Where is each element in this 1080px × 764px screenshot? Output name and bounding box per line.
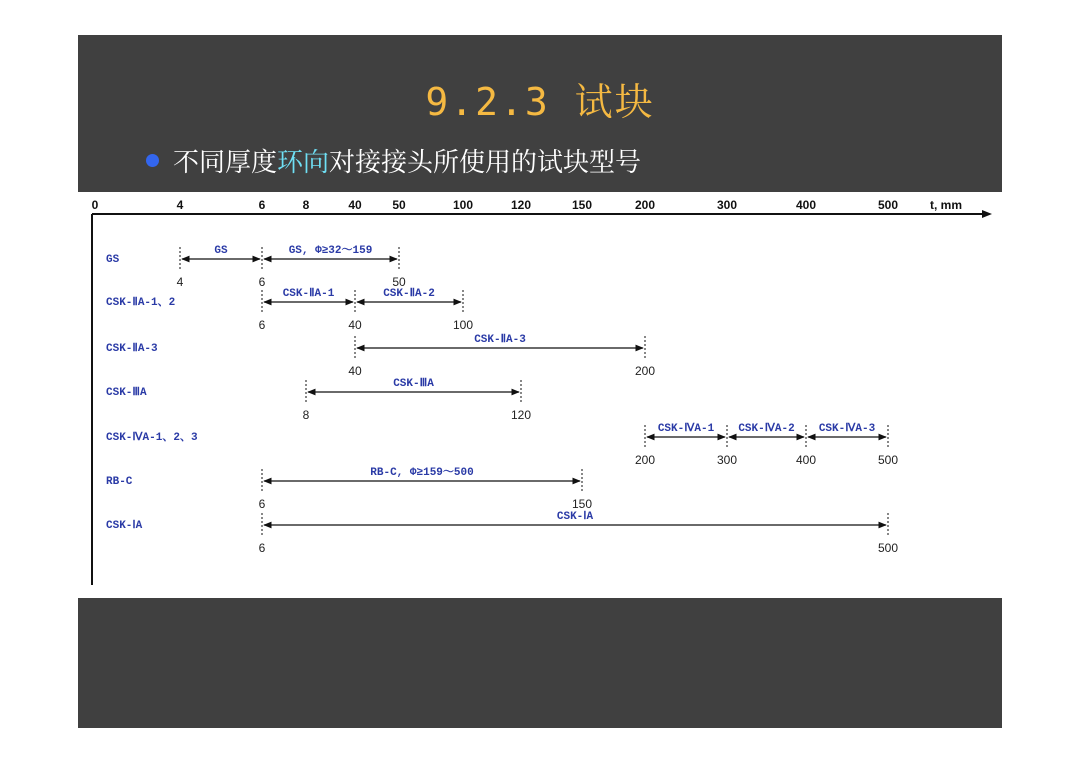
axis-tick-labels (92, 198, 899, 212)
segment-label: GS, Φ≥32～159 (288, 245, 373, 257)
row-value-label: 300 (716, 453, 738, 467)
row-value-label: 4 (176, 275, 184, 289)
axis-tick-label: 0 (91, 198, 99, 212)
title-number: 9.2.3 (425, 80, 550, 124)
diagram-row (106, 377, 531, 422)
row-value-label: 500 (877, 453, 899, 467)
row-value-label: 150 (571, 497, 593, 511)
row-value-label: 6 (258, 497, 266, 511)
axis-tick-label: 120 (510, 198, 532, 212)
bullet-text-pre: 不同厚度 (173, 148, 278, 178)
row-label: GS (106, 254, 120, 266)
segment-label: CSK-ⅣA-3 (818, 423, 876, 435)
row-value-label: 6 (258, 275, 266, 289)
axis-tick-label: 50 (392, 198, 406, 212)
row-value-label: 200 (634, 453, 656, 467)
segment-label: CSK-ⅡA-1 (282, 288, 335, 300)
segment-label: CSK-ⅡA-3 (474, 334, 526, 346)
row-value-label: 6 (258, 541, 266, 555)
diagram-row (106, 510, 898, 555)
segment-label: CSK-ⅣA-2 (738, 423, 795, 435)
row-label: CSK-ⅠA (106, 520, 143, 532)
bullet-text-highlight: 环向 (277, 148, 330, 178)
axis-tick-label: 8 (302, 198, 310, 212)
axis-tick-label: 40 (348, 198, 362, 212)
diagram-row (106, 422, 898, 467)
row-value-label: 8 (302, 408, 310, 422)
row-label: CSK-ⅢA (106, 387, 147, 399)
row-value-label: 40 (348, 318, 362, 332)
axis-tick-label: 100 (452, 198, 474, 212)
row-value-label: 500 (877, 541, 899, 555)
axis-tick-label: 200 (634, 198, 656, 212)
diagram-rows (106, 245, 898, 555)
segment-label: CSK-ⅢA (393, 378, 434, 390)
bullet-text-post: 对接接头所使用的试块型号 (329, 148, 642, 178)
segment-label: GS (214, 245, 228, 257)
row-value-label: 6 (258, 318, 266, 332)
row-label: CSK-ⅡA-1、2 (106, 297, 176, 309)
diagram-row (106, 287, 473, 332)
segment-label: RB-C, Φ≥159～500 (370, 467, 474, 479)
row-label: CSK-ⅡA-3 (106, 343, 158, 355)
axis-tick-label: 6 (258, 198, 266, 212)
axis-tick-label: 150 (571, 198, 593, 212)
axis-tick-label: 300 (716, 198, 738, 212)
row-value-label: 100 (452, 318, 474, 332)
diagram-row (106, 245, 406, 289)
row-label: RB-C (106, 476, 133, 488)
diagram-row (106, 333, 655, 378)
row-value-label: 40 (348, 364, 362, 378)
axis-tick-label: 4 (176, 198, 184, 212)
segment-label: CSK-ⅣA-1 (657, 423, 715, 435)
axis-unit-label: t, mm (930, 198, 963, 212)
axis-tick-label: 500 (877, 198, 899, 212)
segment-label: CSK-ⅠA (556, 511, 594, 523)
row-value-label: 120 (510, 408, 532, 422)
row-value-label: 50 (392, 275, 406, 289)
row-label: CSK-ⅣA-1、2、3 (106, 432, 198, 444)
x-axis-arrow-icon (982, 210, 992, 218)
row-value-label: 400 (795, 453, 817, 467)
axis-tick-label: 400 (795, 198, 817, 212)
diagram-row (106, 467, 592, 511)
title-text: 试块 (574, 80, 655, 124)
segment-label: CSK-ⅡA-2 (383, 288, 435, 300)
row-value-label: 200 (634, 364, 656, 378)
